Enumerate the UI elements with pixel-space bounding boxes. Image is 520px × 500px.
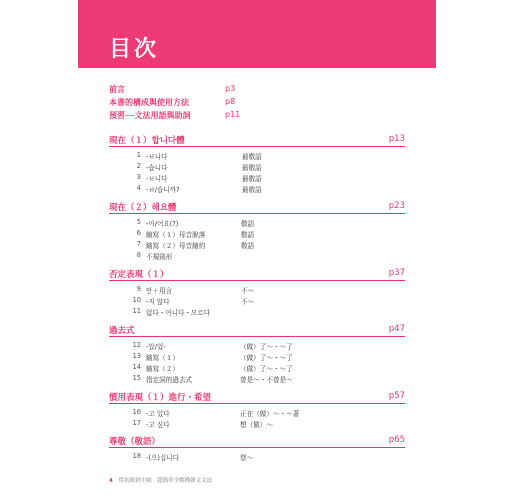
item-meaning: 不～ — [241, 297, 255, 306]
footer-book-title: 從初級到中級 超簡單全解構韓文文法 — [118, 478, 213, 484]
toc-item[interactable] — [109, 374, 405, 385]
item-number: 5 — [136, 218, 141, 226]
item-grammar: -고 싶다 — [146, 420, 170, 429]
section-title: 慣用表現（１）進行・希望 — [109, 393, 212, 403]
toc-item[interactable] — [109, 184, 405, 195]
toc-item[interactable] — [109, 296, 405, 307]
item-number: 16 — [132, 408, 141, 416]
item-grammar: 縮寫（２） — [146, 364, 179, 373]
page-title: 目次 — [109, 37, 160, 62]
toc-item[interactable] — [109, 251, 405, 262]
section-page: p57 — [388, 391, 405, 401]
section-heading[interactable] — [109, 200, 405, 214]
toc-intro-entry[interactable] — [109, 84, 279, 97]
item-grammar: -았/었- — [146, 343, 166, 351]
footer-page-number: 4 — [109, 478, 113, 484]
page-sheet — [78, 0, 436, 500]
item-number: 9 — [136, 285, 141, 293]
item-meaning: （做）了～・～了 — [240, 353, 293, 362]
item-grammar: -ㅂ니다 — [146, 153, 168, 161]
toc-entry-title: 預習──文法用語與助詞 — [109, 111, 191, 120]
toc-entry-page: p3 — [225, 84, 236, 93]
section-page: p47 — [388, 324, 405, 334]
item-grammar: 縮寫（１） — [146, 353, 179, 362]
item-meaning: （做）了～・～了 — [240, 343, 293, 351]
item-grammar: 안＋用言 — [146, 287, 173, 295]
item-number: 3 — [136, 172, 141, 181]
item-grammar: -아/어요(?) — [146, 220, 179, 228]
section-page: p37 — [388, 268, 405, 278]
toc-intro-entry[interactable] — [109, 110, 279, 123]
item-meaning: 敬語 — [241, 220, 255, 228]
item-meaning: 敬語 — [241, 230, 255, 239]
item-grammar: -고 있다 — [146, 410, 170, 418]
toc-item[interactable] — [109, 218, 405, 229]
toc-item[interactable] — [109, 419, 405, 430]
toc-item[interactable] — [109, 341, 405, 352]
toc-entry-page: p11 — [225, 110, 241, 119]
item-meaning: 最敬語 — [242, 163, 262, 172]
item-meaning: 曾是～・不曾是～ — [240, 375, 293, 384]
item-meaning: 您～ — [240, 454, 254, 462]
toc-item[interactable] — [109, 240, 405, 251]
section-title: 現在（２）해요體 — [109, 203, 177, 213]
toc-item[interactable] — [109, 285, 405, 296]
section-heading[interactable] — [109, 323, 405, 337]
item-number: 13 — [132, 351, 141, 360]
intro-list — [109, 84, 279, 123]
item-number: 2 — [136, 161, 141, 170]
toc-section — [109, 133, 405, 195]
item-meaning: 最敬語 — [242, 185, 262, 194]
toc-intro-entry[interactable] — [109, 97, 279, 110]
item-number: 14 — [132, 362, 141, 371]
item-number: 1 — [136, 151, 141, 159]
item-number: 8 — [136, 250, 141, 259]
toc-entry-page: p8 — [225, 97, 236, 106]
item-number: 6 — [136, 228, 141, 237]
item-meaning: 敬語 — [241, 241, 255, 250]
item-grammar: 없다・아니다・모르다 — [146, 308, 211, 317]
section-title: 否定表現（１） — [109, 270, 169, 280]
section-title: 現在（１）합니다體 — [109, 136, 185, 146]
section-heading[interactable] — [109, 434, 405, 448]
item-grammar: 不規則形 — [146, 252, 173, 261]
section-page: p65 — [388, 435, 405, 445]
section-heading[interactable] — [109, 390, 405, 404]
page-footer — [109, 476, 212, 484]
item-grammar: -ㅂ니다 — [146, 174, 168, 183]
item-number: 4 — [136, 183, 141, 192]
toc-section — [109, 267, 405, 318]
item-number: 15 — [132, 373, 141, 382]
toc-entry-title: 前言 — [109, 85, 125, 94]
toc-section — [109, 323, 405, 385]
item-grammar: -ㅂ/습니까? — [146, 185, 180, 194]
item-number: 12 — [132, 341, 141, 349]
item-grammar: 縮寫（１）母音脫落 — [146, 230, 206, 239]
item-grammar: 縮寫（２）母音縮約 — [146, 241, 206, 250]
section-page: p23 — [388, 201, 405, 211]
item-meaning: 正在（做）～・～著 — [240, 410, 300, 418]
toc-section — [109, 200, 405, 262]
item-number: 17 — [132, 418, 141, 427]
section-title: 尊敬（敬語） — [109, 437, 161, 447]
item-grammar: -(으)십니다 — [146, 454, 180, 462]
toc-item[interactable] — [109, 307, 405, 318]
toc-item[interactable] — [109, 408, 405, 419]
section-title: 過去式 — [109, 326, 135, 336]
toc-item[interactable] — [109, 162, 405, 173]
title-banner — [78, 0, 436, 68]
toc-item[interactable] — [109, 452, 405, 463]
item-number: 18 — [132, 452, 141, 460]
item-meaning: 最敬語 — [242, 153, 262, 161]
section-heading[interactable] — [109, 267, 405, 281]
toc-item[interactable] — [109, 151, 405, 162]
item-number: 7 — [136, 239, 141, 248]
toc-item[interactable] — [109, 173, 405, 184]
item-grammar: -습니다 — [146, 163, 168, 172]
item-number: 11 — [132, 306, 141, 315]
section-page: p13 — [388, 134, 405, 144]
section-heading[interactable] — [109, 133, 405, 147]
item-meaning: 不～ — [241, 287, 255, 295]
toc-entry-title: 本書的構成與使用方法 — [109, 98, 189, 107]
toc-section — [109, 434, 405, 463]
item-grammar: -지 않다 — [146, 297, 170, 306]
toc-item[interactable] — [109, 363, 405, 374]
item-grammar: 指定詞的過去式 — [146, 375, 193, 384]
toc-item[interactable] — [109, 352, 405, 363]
item-number: 10 — [132, 295, 141, 304]
toc-item[interactable] — [109, 229, 405, 240]
item-meaning: 想（做）～ — [240, 420, 273, 429]
toc-section — [109, 390, 405, 430]
item-meaning: 最敬語 — [242, 174, 262, 183]
item-meaning: （做）了～・～了 — [240, 364, 293, 373]
